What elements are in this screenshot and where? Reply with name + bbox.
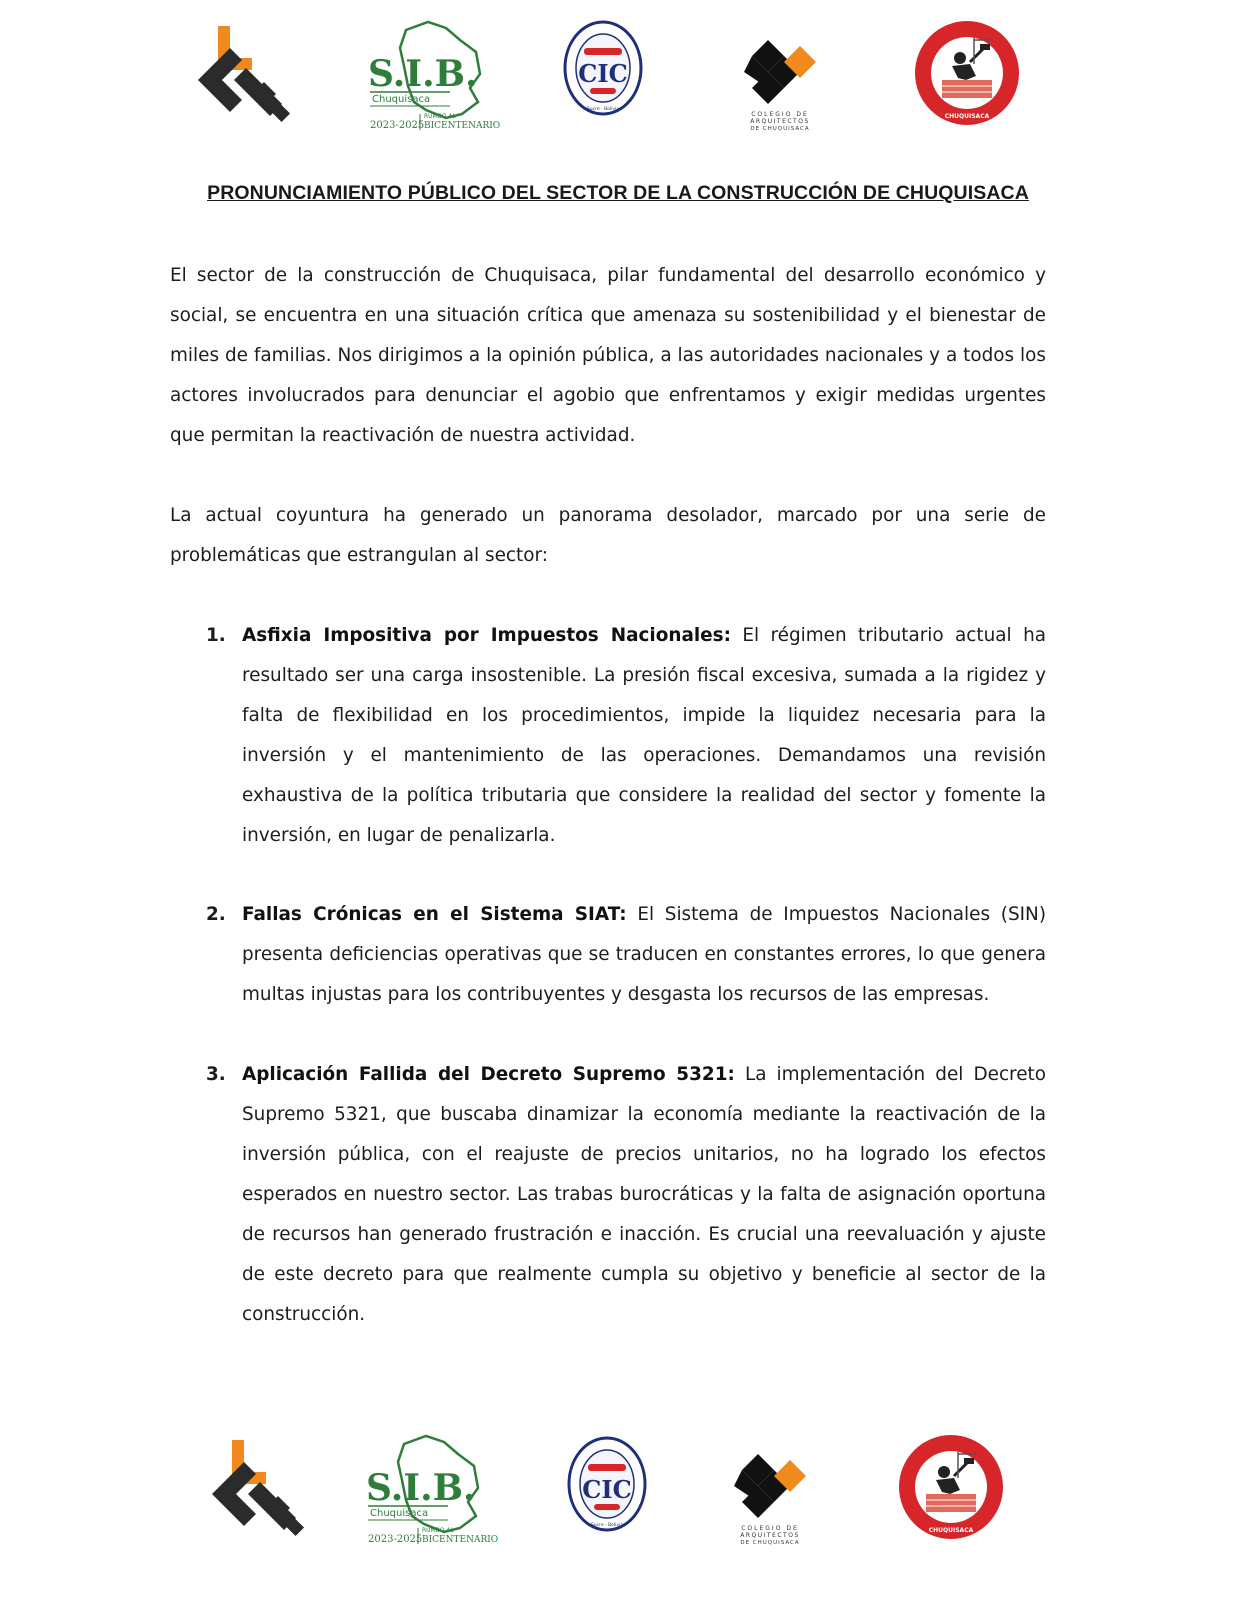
list-text	[242, 895, 1046, 1015]
arq-line3: DE CHUQUISACA	[740, 1540, 800, 1546]
sib-motto-2: BICENTENARIO	[424, 121, 501, 131]
context-paragraph: La actual coyuntura ha generado un panorama desolador, marcado por una serie de problemáticas que estrangulan al sector:	[170, 505, 1046, 566]
arq-line2: ARQUITECTOS	[740, 1532, 800, 1539]
list-text	[242, 616, 1046, 856]
sib-years: 2023-2025	[368, 1534, 423, 1545]
document-title: PRONUNCIAMIENTO PÚBLICO DEL SECTOR DE LA CONSTRUCCIÓN DE CHUQUISACA	[207, 182, 1029, 204]
list-body: El Sistema de Impuestos Nacionales (SIN) presenta deficiencias operativas que se traducen en constantes errores, lo que genera multas injustas para los contribuyentes y desgasta los recursos de las empresas.	[242, 904, 1046, 1005]
footer-logos	[0, 1432, 1236, 1562]
header-logos	[0, 18, 1236, 148]
sib-region: Chuquisaca	[370, 1508, 429, 1519]
cic-center: CIC	[582, 1475, 632, 1504]
list-body: El régimen tributario actual ha resultado ser una carga insostenible. La presión fiscal excesiva, sumada a la rigidez y falta de flexibilidad en los procedimientos, impide la liquidez necesaria para la inversión y el mantenimiento de las operaciones. Demandamos una revisión exhaustiva de la política tributaria que considere la realidad del sector y fomente la inversión, en lugar de penalizarla.	[242, 625, 1046, 846]
list-heading: Aplicación Fallida del Decreto Supremo 5321:	[242, 1064, 735, 1085]
ch-logo	[204, 1432, 304, 1562]
sib-motto-2: BICENTENARIO	[422, 1535, 499, 1545]
arq-line2: ARQUITECTOS	[750, 118, 810, 125]
list-heading: Asfixia Impositiva por Impuestos Nacionales:	[242, 625, 731, 646]
list-heading: Fallas Crónicas en el Sistema SIAT:	[242, 904, 627, 925]
federacion-logo	[912, 18, 1022, 148]
list-text	[242, 1055, 1046, 1335]
federacion-logo	[896, 1432, 1006, 1562]
sib-region: Chuquisaca	[372, 94, 431, 105]
cic-bottom: Sucre - Bolivia	[590, 1523, 624, 1528]
arq-line1: COLEGIO DE	[741, 1525, 799, 1532]
list-number: 2.	[206, 904, 226, 925]
list-number: 1.	[206, 625, 226, 646]
ch-logo	[190, 18, 290, 148]
intro-paragraph: El sector de la construcción de Chuquisaca, pilar fundamental del desarrollo económico y social, se encuentra en una situación crítica que amenaza su sostenibilidad y el bienestar de miles de familias. Nos dirigimos a la opinión pública, a las autoridades nacionales y a todos los actores involucrados para denunciar el agobio que enfrentamos y exigir medidas urgentes que permitan la reactivación de nuestra actividad.	[170, 265, 1046, 446]
cic-logo	[562, 18, 644, 148]
sib-motto-1: RUMBO AL	[422, 1527, 454, 1534]
sib-years: 2023-2025	[370, 120, 425, 131]
sib-name: S.I.B.	[366, 1467, 476, 1509]
arquitectos-logo	[740, 18, 820, 148]
list-number: 3.	[206, 1064, 226, 1085]
cic-center: CIC	[578, 59, 628, 88]
list-body: La implementación del Decreto Supremo 5321, que buscaba dinamizar la economía mediante la reactivación de la inversión pública, con el reajuste de precios unitarios, no ha logrado los efectos esperados en nuestro sector. Las trabas burocráticas y la falta de asignación oportuna de recursos han generado frustración e inacción. Es crucial una reevaluación y ajuste de este decreto para que realmente cumpla su objetivo y beneficie al sector de la construcción.	[242, 1064, 1046, 1325]
fed-bottom: CHUQUISACA	[928, 1527, 974, 1534]
arq-line1: COLEGIO DE	[751, 111, 809, 118]
cic-bottom: Sucre - Bolivia	[586, 107, 620, 112]
sib-name: S.I.B.	[368, 53, 478, 95]
sib-logo	[366, 18, 501, 148]
sib-logo	[364, 1432, 499, 1562]
arquitectos-logo	[730, 1432, 810, 1562]
fed-bottom: CHUQUISACA	[944, 113, 990, 120]
cic-logo	[566, 1432, 648, 1562]
arq-line3: DE CHUQUISACA	[750, 126, 810, 132]
sib-motto-1: RUMBO AL	[424, 113, 456, 120]
